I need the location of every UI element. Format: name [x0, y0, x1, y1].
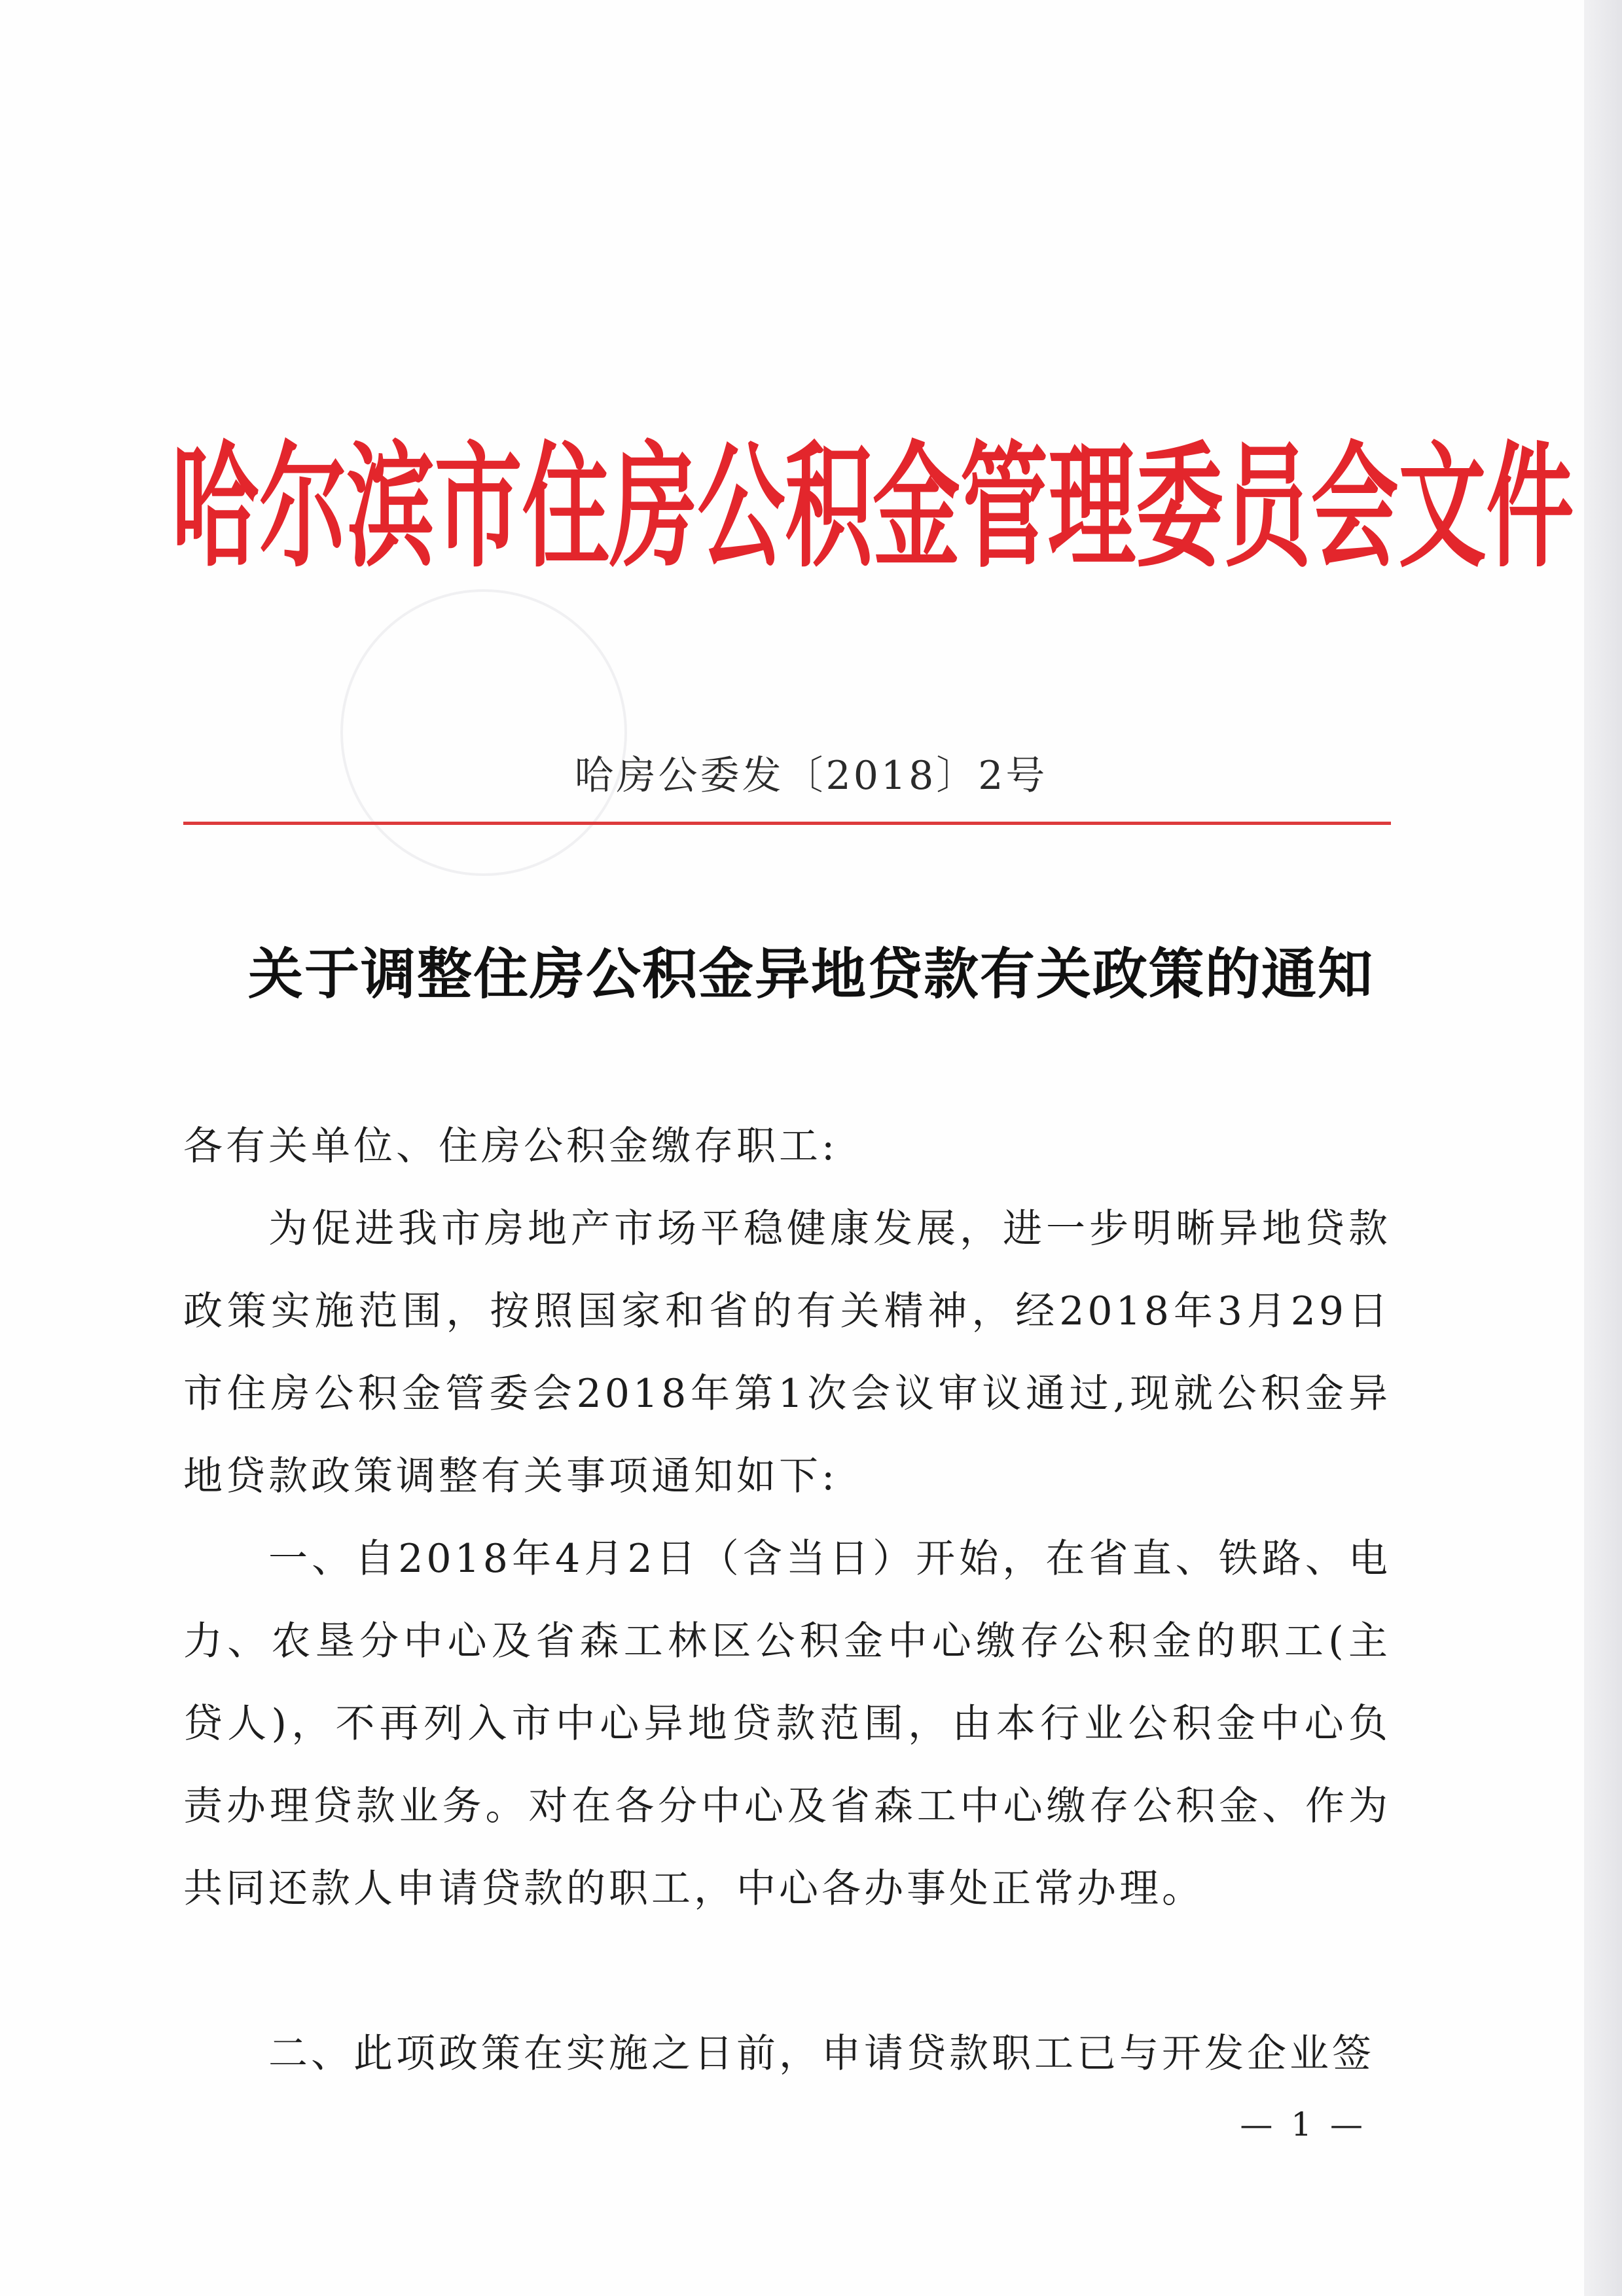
- document-number: 哈房公委发〔2018〕2号: [574, 753, 1048, 799]
- body-paragraph-2: 一、自2018年4月2日（含当日）开始，在省直、铁路、电力、农垦分中心及省森工林区公积金中心缴存公积金的职工(主贷人)，不再列入市中心异地贷款范围，由本行业公积金中心负责办理贷款业务。对在各分中心及省森工中心缴存公积金、作为共同还款人申请贷款的职工，中心各办事处正常办理。: [183, 1536, 1391, 1912]
- issuer-header-title: 哈尔滨市住房公积金管理委员会文件: [171, 429, 1574, 586]
- seal-bleed-through: [340, 589, 627, 876]
- body-paragraph-1: 为促进我市房地产市场平稳健康发展，进一步明晰异地贷款政策实施范围，按照国家和省的有关精神，经2018年3月29日市住房公积金管委会2018年第1次会议审议通过,现就公积金异地贷款政策调整有关事项通知如下:: [183, 1206, 1391, 1499]
- page-number: — 1 —: [1240, 2105, 1367, 2143]
- notice-title: 关于调整住房公积金异地贷款有关政策的通知: [247, 941, 1374, 1006]
- salutation: 各有关单位、住房公积金缴存职工:: [183, 1123, 838, 1169]
- red-divider-rule: [183, 822, 1391, 825]
- scan-edge-shadow: [1584, 0, 1622, 2296]
- body-paragraph-3: 二、此项政策在实施之日前，申请贷款职工已与开发企业签: [268, 2031, 1375, 2077]
